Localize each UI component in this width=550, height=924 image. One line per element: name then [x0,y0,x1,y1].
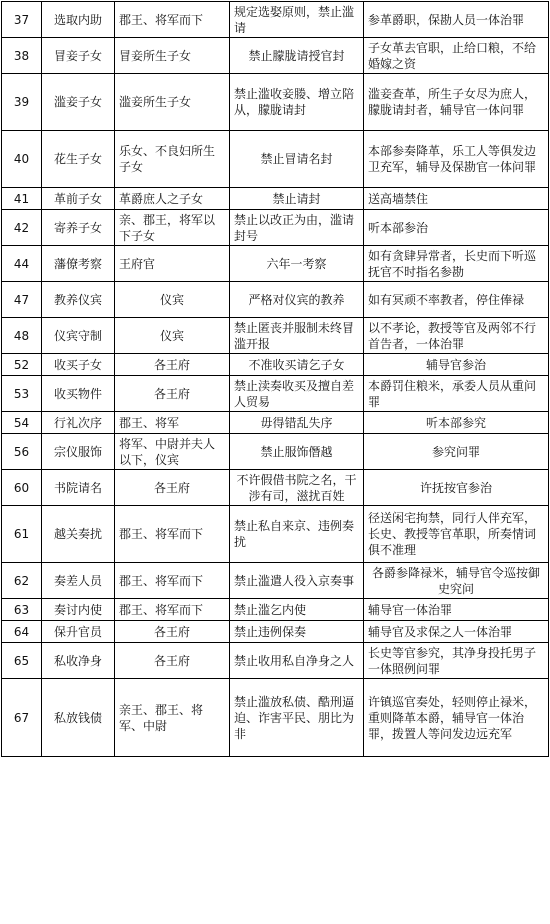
table-row [2,506,549,563]
row-number-cell: 53 [2,376,42,412]
rule-cell: 严格对仪宾的教养 [230,282,364,318]
scope-cell: 郡王、将军而下 [115,563,230,599]
table-row [2,563,549,599]
rule-cell: 禁止违例保奏 [230,621,364,643]
scope-cell: 仪宾 [115,318,230,354]
penalty-cell: 许镇巡官奏处，轻则停止禄米，重则降革本爵，辅导官一体治罪，拨置人等问发边远充军 [364,679,549,757]
item-name-cell: 收买物件 [42,376,115,412]
item-name-cell: 书院请名 [42,470,115,506]
rule-cell: 禁止渎奏收买及擅自差人贸易 [230,376,364,412]
row-number-cell: 56 [2,434,42,470]
rule-cell: 禁止冒请名封 [230,131,364,188]
rule-cell: 禁止滥放私债、酷刑逼迫、诈害平民、朋比为非 [230,679,364,757]
penalty-cell: 径送闲宅拘禁，同行人伴充军，长史、教授等官革职，所奏情词俱不准理 [364,506,549,563]
scope-cell: 郡王、将军而下 [115,599,230,621]
table-row [2,412,549,434]
rule-cell: 毋得错乱失序 [230,412,364,434]
scope-cell: 各王府 [115,621,230,643]
rule-cell: 禁止朦胧请授官封 [230,38,364,74]
table-row [2,434,549,470]
penalty-cell: 滥妾查革，所生子女尽为庶人，朦胧请封者，辅导官一体问罪 [364,74,549,131]
row-number-cell: 47 [2,282,42,318]
rule-cell: 不许假借书院之名，干涉有司，滋扰百姓 [230,470,364,506]
rule-cell: 禁止私自来京、违例奏扰 [230,506,364,563]
table-row [2,599,549,621]
row-number-cell: 40 [2,131,42,188]
table-row [2,210,549,246]
scope-cell: 郡王、将军而下 [115,506,230,563]
item-name-cell: 滥妾子女 [42,74,115,131]
rule-cell: 禁止请封 [230,188,364,210]
item-name-cell: 保升官员 [42,621,115,643]
scope-cell: 郡王、将军而下 [115,2,230,38]
penalty-cell: 许抚按官参治 [364,470,549,506]
table-row [2,643,549,679]
item-name-cell: 花生子女 [42,131,115,188]
penalty-cell: 听本部参治 [364,210,549,246]
table-row [2,376,549,412]
row-number-cell: 65 [2,643,42,679]
scope-cell: 各王府 [115,376,230,412]
table-body [2,2,549,757]
scope-cell: 乐女、不良妇所生子女 [115,131,230,188]
row-number-cell: 42 [2,210,42,246]
row-number-cell: 63 [2,599,42,621]
row-number-cell: 67 [2,679,42,757]
table-row [2,2,549,38]
row-number-cell: 41 [2,188,42,210]
item-name-cell: 私放钱债 [42,679,115,757]
item-name-cell: 冒妾子女 [42,38,115,74]
penalty-cell: 子女革去官职，止给口粮，不给婚嫁之资 [364,38,549,74]
item-name-cell: 宗仪服饰 [42,434,115,470]
item-name-cell: 选取内助 [42,2,115,38]
table-row [2,470,549,506]
item-name-cell: 革前子女 [42,188,115,210]
row-number-cell: 54 [2,412,42,434]
scope-cell: 王府官 [115,246,230,282]
rule-cell: 禁止滥遣人役入京奏事 [230,563,364,599]
regulations-table [1,1,549,757]
scope-cell: 将军、中尉并夫人以下，仪宾 [115,434,230,470]
table-row [2,131,549,188]
scope-cell: 亲、郡王，将军以下子女 [115,210,230,246]
penalty-cell: 各爵参降禄米，辅导官令巡按御史究问 [364,563,549,599]
penalty-cell: 以不孝论，教授等官及两邻不行首告者，一体治罪 [364,318,549,354]
table-row [2,282,549,318]
item-name-cell: 奏讨内使 [42,599,115,621]
rule-cell: 禁止滥收妾媵、增立陪从，朦胧请封 [230,74,364,131]
scope-cell: 亲王、郡王、将军、中尉 [115,679,230,757]
row-number-cell: 61 [2,506,42,563]
row-number-cell: 44 [2,246,42,282]
row-number-cell: 64 [2,621,42,643]
scope-cell: 各王府 [115,470,230,506]
scope-cell: 各王府 [115,354,230,376]
rule-cell: 禁止服饰僭越 [230,434,364,470]
item-name-cell: 越关奏扰 [42,506,115,563]
penalty-cell: 如有冥顽不率教者，停住俸禄 [364,282,549,318]
item-name-cell: 行礼次序 [42,412,115,434]
penalty-cell: 本爵罚住粮米，承委人员从重问罪 [364,376,549,412]
scope-cell: 仪宾 [115,282,230,318]
item-name-cell: 收买子女 [42,354,115,376]
rule-cell: 禁止收用私自净身之人 [230,643,364,679]
penalty-cell: 送高墙禁住 [364,188,549,210]
item-name-cell: 私收净身 [42,643,115,679]
table-row [2,188,549,210]
scope-cell: 革爵庶人之子女 [115,188,230,210]
table-row [2,246,549,282]
table-row [2,74,549,131]
table-row [2,621,549,643]
table-row [2,354,549,376]
row-number-cell: 48 [2,318,42,354]
row-number-cell: 60 [2,470,42,506]
row-number-cell: 38 [2,38,42,74]
table-row [2,679,549,757]
row-number-cell: 62 [2,563,42,599]
rule-cell: 禁止匿丧并服制未终冒滥开报 [230,318,364,354]
item-name-cell: 奏差人员 [42,563,115,599]
penalty-cell: 参革爵职，保勘人员一体治罪 [364,2,549,38]
penalty-cell: 辅导官一体治罪 [364,599,549,621]
item-name-cell: 教养仪宾 [42,282,115,318]
scope-cell: 冒妾所生子女 [115,38,230,74]
table-row [2,318,549,354]
row-number-cell: 39 [2,74,42,131]
row-number-cell: 52 [2,354,42,376]
rule-cell: 禁止以改正为由，滥请封号 [230,210,364,246]
rule-cell: 规定选娶原则，禁止滥请 [230,2,364,38]
penalty-cell: 听本部参究 [364,412,549,434]
penalty-cell: 如有贪肆异常者，长史而下听巡抚官不时指名参勘 [364,246,549,282]
item-name-cell: 藩僚考察 [42,246,115,282]
item-name-cell: 寄养子女 [42,210,115,246]
rule-cell: 不准收买请乞子女 [230,354,364,376]
penalty-cell: 辅导官参治 [364,354,549,376]
penalty-cell: 本部参奏降革，乐工人等俱发边卫充军，辅导及保勘官一体问罪 [364,131,549,188]
rule-cell: 禁止滥乞内使 [230,599,364,621]
item-name-cell: 仪宾守制 [42,318,115,354]
row-number-cell: 37 [2,2,42,38]
penalty-cell: 长史等官参究，其净身投托男子一体照例问罪 [364,643,549,679]
scope-cell: 各王府 [115,643,230,679]
rule-cell: 六年一考察 [230,246,364,282]
penalty-cell: 辅导官及求保之人一体治罪 [364,621,549,643]
penalty-cell: 参究问罪 [364,434,549,470]
scope-cell: 滥妾所生子女 [115,74,230,131]
table-row [2,38,549,74]
scope-cell: 郡王、将军 [115,412,230,434]
